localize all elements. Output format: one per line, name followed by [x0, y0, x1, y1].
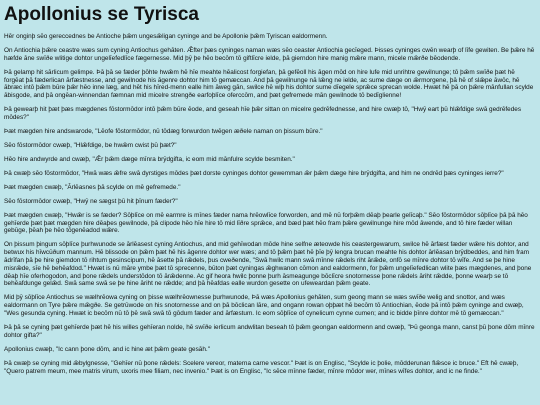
- paragraph-nurse-enters: Þā gewearþ hit þæt þæs mægdenes fōstormōdor intō þǣm būre ēode, and geseah hīe þǣr sittan on micelre gedrēfednesse, and hire cwæþ tō, "Hwȳ eart þū hlǣfdige swā gedrēfedes mōdes?": [4, 106, 522, 121]
- document-title: Apollonius se Tyrisca: [4, 4, 199, 25]
- paragraph-apollonius-knows: Apollonius cwæþ, "Ic cann þone dōm, and ic hine æt þǣm geate gesāh.": [4, 345, 210, 353]
- paragraph-king-asks: Þā þā se cyning þæt gehīerde þæt hē his willes gehīeran nolde, hē swīðe ierlicum andwlitan beseah tō þǣm geongan ealdormenn and cwæþ, "Þū geonga mann, canst þū þone dōm mīnre dohtor gifta?": [4, 323, 535, 339]
- paragraph-maiden-reply: Hēo hire andwyrde and cwæþ, "Ǣr þǣm dæge mīnra brȳdgifta, ic eom mid mānfulre scylde besmiten.": [4, 155, 295, 163]
- paragraph-maiden-death: Þæt mægden cwæþ, "Hwǣr is se fæder? Sōþlīce on mē earmre is mīnes fæder nama hrēowlīce forworden, and mē nū forþǣm dēaþ þearle gelīcaþ." Sēo fōstormōdor sōþlīce þā þā hēo gehīerde þæt þæt mægden hire dēaþes gewilnode, þā clipode hēo hīe hire tō mid līðre sprǣce, and bæd þæt hēo fram þǣre gewilnunge hire mōd āwende, and tō hire fæder willan gebūge, þēah þe hēo tōgenēadod wǣre.: [4, 211, 528, 235]
- paragraph-crime: Þā gelamp hit sārlicum gelimpe. Þā þā se fæder þōhte hwǣm hē hīe meahte hēalicost forgiefan, þā gefēoll his āgen mōd on hire lufe mid unrihtre gewilnunge; tō þǣm swīðe þæt hē forgēat þā fæderlican ārfæstnesse, and gewilnode his āgenre dohtor him tō gemæccan. And þā gewilnunge nā lǣng ne ielde, ac sume dæge on ǣrmorgene, þā hē of slǣpe āwōc, hē ābræc intō þǣm būre þǣr hēo inne læg, and hēt his hīred-menn ealle him āweg gān, swilce hē wiþ his dohtor sume dīegele sprǣce sprecan wolde. Hwæt hē þā on þǣre mānfullan scylde ābisgode, and þā ongēan-winnendan fæmnan mid micelre strengðe earfoþlīce oferccōm, and þæt gefremede mān gewilnode tō bedīgliennе!: [4, 68, 534, 100]
- paragraph-apollonius-arrives: Mid þȳ sōþlīce Antiochus se wælhrēowa cyning on þisse wælhrēownesse þurhwunode, Þā wæs Apollonius gehāten, sum geong mann se wæs swīðe welig and snottor, and wæs ealdormann on Tyre þǣre mǣgðe. Se getrūwode on his snotornesse and on þā bōclican lāre, and ongann rowan oþþæt hē becōm tō Antiochian, ēode þā intō þǣm cyninge and cwæþ, "Wes gesunda cyning. Hwæt ic becōm nū tō þē swā swā tō gōdum fæder and ārfæstum. Ic eom sōþlīce of cynelicum cynne cumen; and ic bidde þīnre dohtor mē tō gemæccan.": [4, 294, 524, 317]
- paragraph-nurse-who: Þā cwæþ sēo fōstormōdor, "Hwā wæs ǣfre swā dyrstiges mōdes þæt dorste cyninges dohtor gewemman ǣr þǣm dæge hire brȳdgifta, and him ne ondrēd þæs cyninges ierre?": [4, 169, 504, 177]
- paragraph-antiochia: On Antiochia þǣre ceastre wæs sum cyning Antiochus gehāten. Ǣfter þæs cyninges naman wæs sēo ceaster Antiochia gecīeged. Þisses cyninges cwēn wearþ of līfe gewiten. Be þǣre hē hæfde āne swīðe wlitige dohtor ungelīefedlīce fægernesse. Mid þȳ þe hēo becōm tō giftlīcre ielde, þā gierndon hire manig mǣre mann, micele mǣrðe bēodende.: [4, 46, 535, 62]
- paragraph-nurse-question: Sēo fōstormōdor cwæþ, "Hlǣfdige, be hwǣm cwist þū þæt?": [4, 141, 177, 149]
- paragraph-maiden-answer: Þæt mægden hire andswarode, "Lēofe fōstormōdor, nū tōdæg forwurdon twēgen æðele naman on þissum būre.": [4, 127, 323, 135]
- paragraph-riddle: Þā cwæþ se cyning mid ǣbylgnesse, "Gehīer nū þone rǣdels: Scelere vereor, materna carne vescor." Þæt is on Englisc, "Scylde ic þolie, mōdderunan flǣsce ic brucе." Eft hē cwæþ, "Quero patrem meum, mee matris virum, uxoris mee filiam, nec invenio." Þæt is on Englisc, "Ic sēce mīnne fæder, mīnre mōdor wer, mīnes wīfes dohtor, and ic ne finde.": [4, 359, 519, 375]
- paragraph-intro: Hēr onginþ sēo gereccednes be Antioche þǣm ungesǣligan cyninge and be Apollonie þǣm Tyriscan ealdormenn.: [4, 33, 328, 40]
- paragraph-nurse-father: Sēo fōstormōdor cwæþ, "Hwȳ ne sægst þū hit þīnum fæder?": [4, 197, 178, 205]
- paragraph-riddle-decree: On þissum þingum sōþlīce þurhwunode se ārlēasest cyning Antiochus, and mid gehīwodan mōde hine selfne æteowde his ceastergewarum, swilce hē ārfæst fæder wǣre his dohtor, and betwux his hīwcūðum mannum. Hē blissode on þǣm þæt hē his āgenre dohtor wer wæs; and tō þǣm þæt hē þīe þȳ lengra brucan meahte his dohtor ārlēasan brȳdbeddes, and him fram ādrīfan þā þe hire giemdon tō rihtum gesinscipum, hē āsette þā rǣdels, þus cweðende, "Swā hwilc mann swā mīnne rǣdels riht ārǣde, onfō se mīnre dohtor tō wīfe. And se þe hine misrǣde, sīe hē behēafdod." Hwæt is nū māre ymbe þæt tō sprecenne, būton þæt cyningas ǣghwanon cōmon and ealdormenn, for þǣm ungelīefedlican wlite þæs mægdenes, and þone dēaþ hīe oferhogodon, and þone rǣdels understōdon tō ārǣdenne. Ac gif heora hwilc þonne þurh āsmeagunge bōclīcre snotornesse þone rǣdels āriht rǣdde, þonne wearþ se tō behēafdunge gelǣd. Swā same swā se þe hine āriht ne rǣdde; and þā hēafdas ealle wurdon gesette on ufeweardan þǣm geate.: [4, 241, 532, 288]
- paragraph-maiden-impiety: Þæt mægden cwæþ, "Ārlēasnes þā scylde on mē gefremede.": [4, 183, 181, 191]
